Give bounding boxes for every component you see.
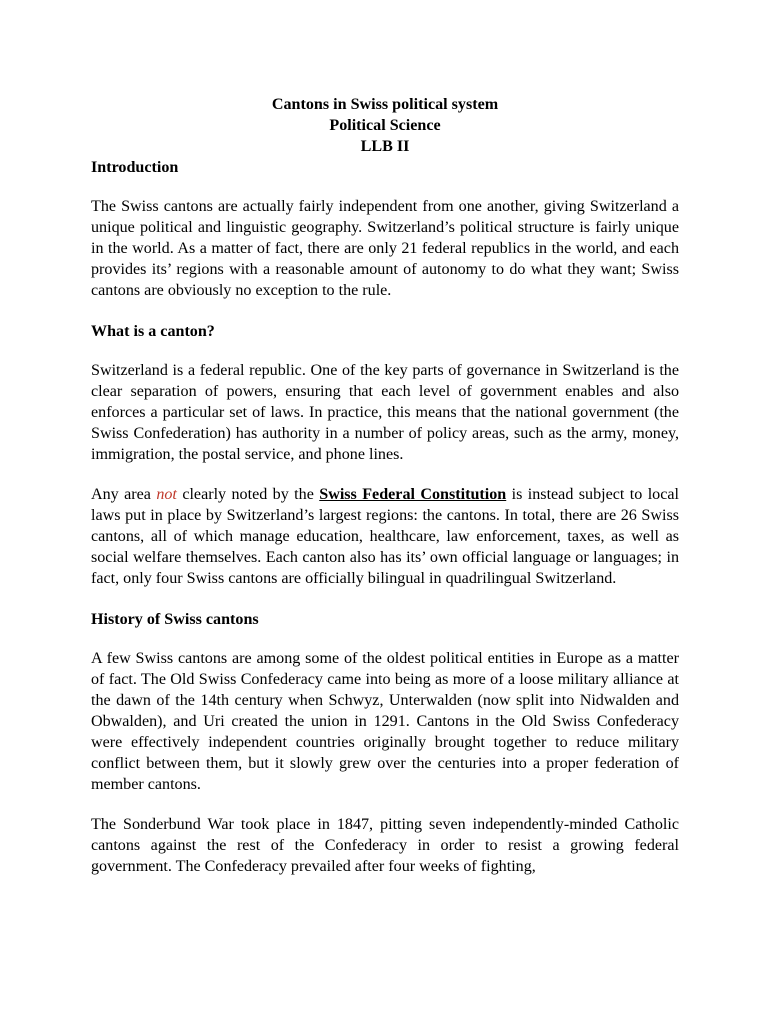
history-paragraph-2: The Sonderbund War took place in 1847, pitting seven independently-minded Catholic cantons against the rest of the Confederacy in order to resist a growing federal government. The Confederacy prevailed after four weeks of fighting, — [91, 816, 679, 875]
paragraph-text: Any area — [91, 486, 157, 503]
history-heading: History of Swiss cantons — [91, 611, 259, 628]
history-paragraph-1: A few Swiss cantons are among some of the oldest political entities in Europe as a matter of fact. The Old Swiss Confederacy came into being as more of a loose military alliance at the dawn of the 14th century when Schwyz, Unterwalden (now split into Nidwalden and Obwalden), and Uri created the union in 1291. Cantons in the Old Swiss Confederacy were effectively independent countries originally brought together to reduce military conflict between them, but it slowly grew over the centuries into a proper federation of member cantons. — [91, 650, 679, 793]
constitution-link[interactable]: Swiss Federal Constitution — [319, 486, 507, 503]
document-course: LLB II — [360, 138, 410, 155]
paragraph-text: is instead subject to local laws put in place by Switzerland’s largest regions: the cantons. In total, there are 26 Swiss cantons, all of which manage education, healthcare, law enforcement, taxes, as well as social welfare themselves. Each canton also has its’ own official language or languages; in fact, only four Swiss cantons are officially bilingual in quadrilingual Switzerland. — [91, 486, 679, 587]
what-is-canton-heading: What is a canton? — [91, 323, 215, 340]
emphasis-not: not — [156, 486, 177, 503]
introduction-paragraph: The Swiss cantons are actually fairly independent from one another, giving Switzerland a unique political and linguistic geography. Switzerland’s political structure is fairly unique in the world. As a matter of fact, there are only 21 federal republics in the world, and each provides its’ regions with a reasonable amount of autonomy to do what they want; Swiss cantons are obviously no exception to the rule. — [91, 198, 679, 299]
paragraph-text: clearly noted by the — [176, 486, 320, 503]
title-block — [91, 94, 679, 157]
what-is-canton-paragraph-1: Switzerland is a federal republic. One of the key parts of governance in Switzerland is the clear separation of powers, ensuring that each level of government enables and also enforces a particular set of laws. In practice, this means that the national government (the Swiss Confederation) has authority in a number of policy areas, such as the army, money, immigration, the postal service, and phone lines. — [91, 362, 679, 463]
document-title: Cantons in Swiss political system — [271, 96, 499, 113]
what-is-canton-paragraph-2 — [91, 484, 679, 589]
document-subject: Political Science — [329, 117, 441, 134]
introduction-heading: Introduction — [91, 159, 179, 176]
